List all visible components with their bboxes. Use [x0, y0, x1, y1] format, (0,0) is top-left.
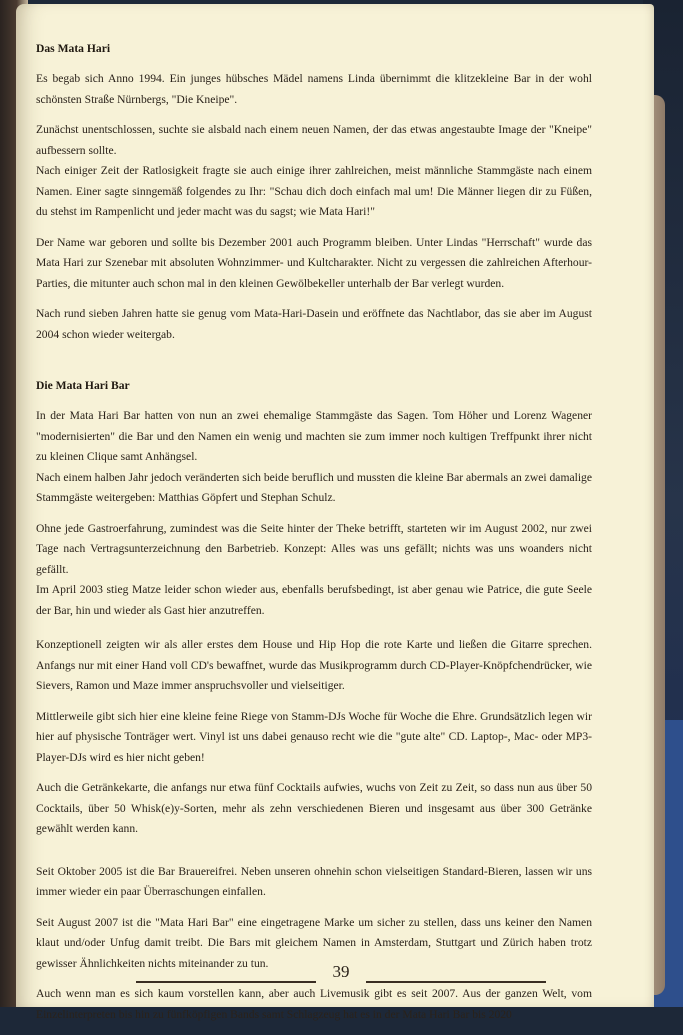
footer-rule-right	[366, 981, 546, 983]
paragraph: Auch wenn man es sich kaum vorstellen kann, aber auch Livemusik gibt es seit 2007. Aus der ganzen Welt, vom Einzelinterpreten bis hin zu fünfköpfigen Bands samt Schlagzeug hat es in der Mata Hari Bar bis 2020	[36, 987, 592, 1021]
paragraph: Zunächst unentschlossen, suchte sie alsbald nach einem neuen Namen, der das etwas angestaubte Image der "Kneipe" aufbessern sollte. Nach einiger Zeit der Ratlosigkeit fragte sie auch einige ihrer zahlreichen, meist männliche Stammgäste nach einem Namen. Einer sagte sinngemäß folgendes zu Ihr: "Schau dich doch einfach mal um! Die Männer liegen dir zu Füßen, du stehst im Rampenlicht und jeder macht was du sagst; wie Mata Hari!"	[36, 123, 592, 218]
page-number: 39	[332, 962, 350, 981]
paragraph: Ohne jede Gastroerfahrung, zumindest was die Seite hinter der Theke betrifft, starteten wir im August 2002, nur zwei Tage nach Vertragsunterzeichnung den Barbetrieb. Konzept: Alles was uns gefällt; nichts was uns woanders nicht gefällt. Im April 2003 stieg Matze leider schon wieder aus, ebenfalls berufsbedingt, ist aber genau wie Patrice, die gute Seele der Bar, hin und wieder als Gast hier anzutreffen.	[36, 521, 592, 617]
page-footer	[136, 962, 546, 988]
paragraph: Konzeptionell zeigten wir als aller erstes dem House und Hip Hop die rote Karte und ließen die Gitarre sprechen. Anfangs nur mit einer Hand voll CD's bewaffnet, wurde das Musikprogramm durch CD-Player-Knöpfchendrücker, wie Sievers, Ramon und Maze immer anspruchsvoller und vielseitiger.	[36, 638, 592, 692]
paragraph: Der Name war geboren und sollte bis Dezember 2001 auch Programm bleiben. Unter Lindas "Herrschaft" wurde das Mata Hari zur Szenebar mit absoluten Wohnzimmer- und Kultcharakter. Nicht zu vergessen die zahlreichen Afterhour-Parties, die mitunter auch schon mal in den kleinen Gewölbekeller unterhalb der Bar verlegt wurden.	[36, 235, 592, 290]
paragraph: In der Mata Hari Bar hatten von nun an zwei ehemalige Stammgäste das Sagen. Tom Höher und Lorenz Wagener "modernisierten" die Bar und den Namen ein wenig und machten sie zum immer noch kultigen Treffpunkt ihrer nicht zu kleinen Clique samt Anhängsel. Nach einem halben Jahr jedoch veränderten sich beide beruflich und mussten die kleine Bar abermals an zwei damalige Stammgäste weitergeben: Matthias Göpfert und Stephan Schulz.	[36, 409, 592, 504]
paragraph: Mittlerweile gibt sich hier eine kleine feine Riege von Stamm-DJs Woche für Woche die Ehre. Grundsätzlich legen wir hier auf physische Tonträger wert. Vinyl ist uns dabei genauso recht wie die "gute alte" CD. Laptop-, Mac- oder MP3-Player-DJs wird es hier nicht geben!	[36, 709, 592, 764]
section-title: Die Mata Hari Bar	[36, 379, 130, 392]
paragraph: Es begab sich Anno 1994. Ein junges hübsches Mädel namens Linda übernimmt die klitzekleine Bar in der wohl schönsten Straße Nürnbergs, "Die Kneipe".	[36, 72, 592, 106]
paragraph: Auch die Getränkekarte, die anfangs nur etwa fünf Cocktails aufwies, wuchs von Zeit zu Zeit, so dass nun aus über 50 Cocktails, über 50 Whisk(e)y-Sorten, mehr als zehn verschiedenen Bieren und insgesamt aus über 300 Getränke gewählt werden kann.	[36, 781, 592, 835]
paragraph: Nach rund sieben Jahren hatte sie genug vom Mata-Hari-Dasein und eröffnete das Nachtlabor, das sie aber im August 2004 schon wieder weitergab.	[36, 307, 592, 341]
page-content	[36, 42, 592, 1035]
book-page	[16, 4, 654, 1021]
paragraph: Seit Oktober 2005 ist die Bar Brauereifrei. Neben unseren ohnehin schon vielseitigen Standard-Bieren, lassen wir uns immer wieder ein paar Überraschungen einfallen.	[36, 864, 592, 898]
section-title: Das Mata Hari	[36, 42, 111, 55]
paragraph: Seit August 2007 ist die "Mata Hari Bar" eine eingetragene Marke um sicher zu stellen, dass uns keiner den Namen klaut und/oder Unfug damit treibt. Die Bars mit gleichem Namen in Amsterdam, Stuttgart und Zürich haben trotz gewisser Ähnlichkeiten nichts miteinander zu tun.	[36, 915, 592, 970]
